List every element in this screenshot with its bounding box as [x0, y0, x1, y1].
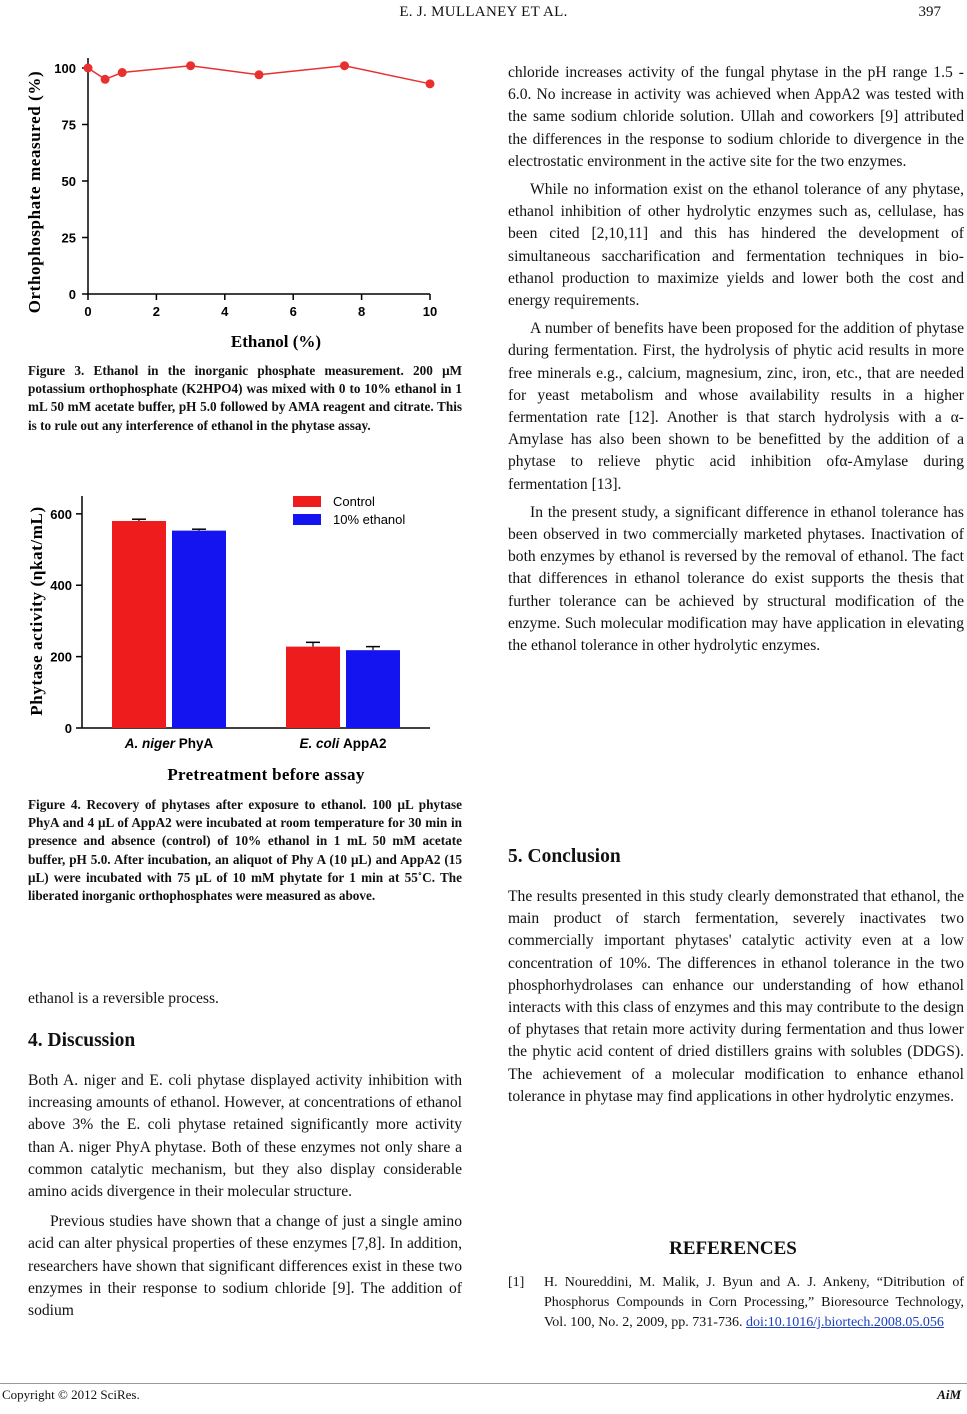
legend-swatch: [293, 496, 321, 507]
legend-swatch: [293, 514, 321, 525]
data-point: [255, 70, 264, 79]
discussion-paragraph-2: Previous studies have shown that a change of just a single amino acid can alter physical properties of these enzymes [7,8]. In addition, researchers have shown that significant differences exist in these two enzymes in their response to sodium chloride [9]. The addition of sodium: [28, 1213, 462, 1320]
discussion-section: [28, 1030, 462, 1052]
x-axis-label: Pretreatment before assay: [167, 765, 365, 784]
copyright: Copyright © 2012 SciRes.: [2, 1387, 140, 1402]
conclusion-body: [508, 886, 964, 1108]
figure-3-chart: [18, 42, 470, 352]
discussion-paragraph-1: Both A. niger and E. coli phytase displayed activity inhibition with increasing amounts of ethanol. However, at concentrations of ethanol above 3% the E. coli phytase retained significantly more activity than A. niger PhyA phytase. Both of these enzymes not only share a common catalytic mechanism, but they also display considerable amino acids divergence in their molecular structure.: [28, 1072, 462, 1201]
x-axis-label: Ethanol (%): [230, 332, 322, 351]
legend-label: Control: [333, 494, 375, 509]
data-point: [84, 64, 93, 73]
y-axis-label: Phytase activity (ηkat/mL): [27, 506, 46, 716]
bar: [172, 531, 226, 728]
continuation-paragraph: ethanol is a reversible process.: [28, 990, 219, 1007]
reference-doi-link[interactable]: doi:10.1016/j.biortech.2008.05.056: [745, 1315, 944, 1330]
y-axis-label: Orthophosphate measured (%): [25, 70, 44, 314]
category-label: A. niger PhyA: [124, 736, 214, 751]
paragraph-benefits: A number of benefits have been proposed for the addition of phytase during fermentation. First, the hydrolysis of phytic acid results in more free minerals e.g., calcium, magnesium, zinc, iron, etc., that are needed for yeast metabolism and whose availability results in a higher fermentation rate [12]. Another is that starch hydrolysis with a α-Amylase has also been shown to be benefitted by the addition of a phytase to relieve phytic acid inhibition ofα-Amylase during fermentation [13].: [508, 320, 964, 493]
y-tick-label: 0: [64, 721, 72, 736]
y-tick-label: 600: [50, 506, 72, 522]
paragraph-sodium-chloride: chloride increases activity of the fungal phytase in the pH range 1.5 - 6.0. No increase in activity was achieved when AppA2 was tested with the same sodium chloride solution. Ullah and coworkers [9] attributed the differences in the response to sodium chloride to divergence in the electrostatic environment in the active site for the two enzymes.: [508, 64, 964, 170]
figure-4-caption: Figure 4. Recovery of phytases after exposure to ethanol. 100 μL phytase PhyA and 4 μL of AppA2 were incubated at room temperature for 30 min in presence and absence (control) of 10% ethanol in 1 mL 50 mM acetate buffer, pH 5.0. After incubation, an aliquot of Phy A (10 μL) and AppA2 (15 μL) were incubated with 75 μL of 10 mM phytate for 1 min at 55˚C. The liberated inorganic orthophosphates were measured as above.: [28, 797, 462, 904]
running-title: E. J. MULLANEY ET AL.: [399, 4, 568, 20]
x-tick-label: 2: [152, 304, 161, 319]
x-tick-label: 8: [357, 304, 366, 319]
conclusion-heading: 5. Conclusion: [508, 846, 621, 867]
y-tick-label: 400: [50, 578, 72, 594]
y-tick-label: 50: [61, 174, 76, 189]
data-point: [340, 61, 349, 70]
paragraph-present-study: In the present study, a significant difference in ethanol tolerance has been observed in two commercially marketed phytases. Inactivation of both enzymes by ethanol is reversed by the removal of ethanol. The fact that differences in ethanol tolerance do exist supports the thesis that further tolerance can be achieved by structural modification of the enzyme. Such molecular modification may have application in elevating the ethanol tolerance in other hydrolytic enzymes.: [508, 503, 964, 655]
legend-label: 10% ethanol: [333, 512, 406, 527]
data-point: [118, 68, 127, 77]
discussion-heading: 4. Discussion: [28, 1030, 136, 1051]
bar: [346, 650, 400, 728]
y-tick-label: 75: [61, 117, 76, 133]
data-point: [101, 75, 110, 84]
y-tick-label: 25: [61, 230, 76, 246]
figure-4-chart: [18, 476, 470, 786]
reference-number: [1]: [508, 1275, 525, 1290]
data-point: [426, 79, 435, 88]
y-tick-label: 0: [68, 287, 76, 302]
category-label: E. coli AppA2: [299, 736, 387, 751]
references-heading: REFERENCES: [669, 1238, 797, 1259]
y-tick-label: 100: [54, 61, 76, 76]
journal-abbrev: AiM: [937, 1387, 961, 1402]
x-tick-label: 0: [84, 304, 92, 319]
page-number: 397: [918, 4, 941, 20]
right-column-text: [508, 62, 964, 657]
left-column-text: [28, 988, 462, 1010]
page-footer: [0, 1383, 967, 1404]
data-point: [186, 61, 195, 70]
conclusion-section: [508, 846, 964, 868]
bar: [286, 647, 340, 728]
paragraph-ethanol-inhibition: While no information exist on the ethanol tolerance of any phytase, ethanol inhibition of other hydrolytic enzymes such as, cellulase, has been cited [2,10,11] and this has hindered the development of simultaneous saccharification and fermentation techniques in bio-ethanol production to maximize yields and lower both the cost and energy requirements.: [508, 181, 964, 310]
reference-text: H. Noureddini, M. Malik, J. Byun and A. J. Ankeny, “Ditribution of Phosphorus Compounds in Corn Processing,” Bioresource Technology, Vol. 100, No. 2, 2009, pp. 731-736.: [544, 1275, 964, 1330]
figure-3-caption: Figure 3. Ethanol in the inorganic phosphate measurement. 200 μM potassium orthophosphate (K2HPO4) was mixed with 0 to 10% ethanol in 1 mL 50 mM acetate buffer, pH 5.0 followed by AMA reagent and citrate. This is to rule out any interference of ethanol in the phytase assay.: [28, 363, 462, 433]
page-header: [0, 4, 967, 28]
y-tick-label: 200: [50, 649, 72, 665]
discussion-body: [28, 1070, 462, 1322]
x-tick-label: 10: [422, 304, 438, 319]
conclusion-paragraph: The results presented in this study clearly demonstrated that ethanol, the main product of starch fermentation, severely inactivates two commercially important phytases' catalytic activity even at a low concentration of 10%. The differences in ethanol tolerance in the two phosphorhydrolases can enhance our understanding of how ethanol interacts with this class of enzymes and this may contribute to the design of phytases that retain more activity during fermentation and thus lower the phytic acid content of dried distillers grains with solubles (DDGS). The achievement of a molecular modification to enhance ethanol tolerance in phytase may find applications in other hydrolytic enzymes.: [508, 888, 964, 1105]
x-tick-label: 4: [221, 304, 229, 319]
bar: [112, 521, 166, 728]
x-tick-label: 6: [289, 304, 297, 319]
